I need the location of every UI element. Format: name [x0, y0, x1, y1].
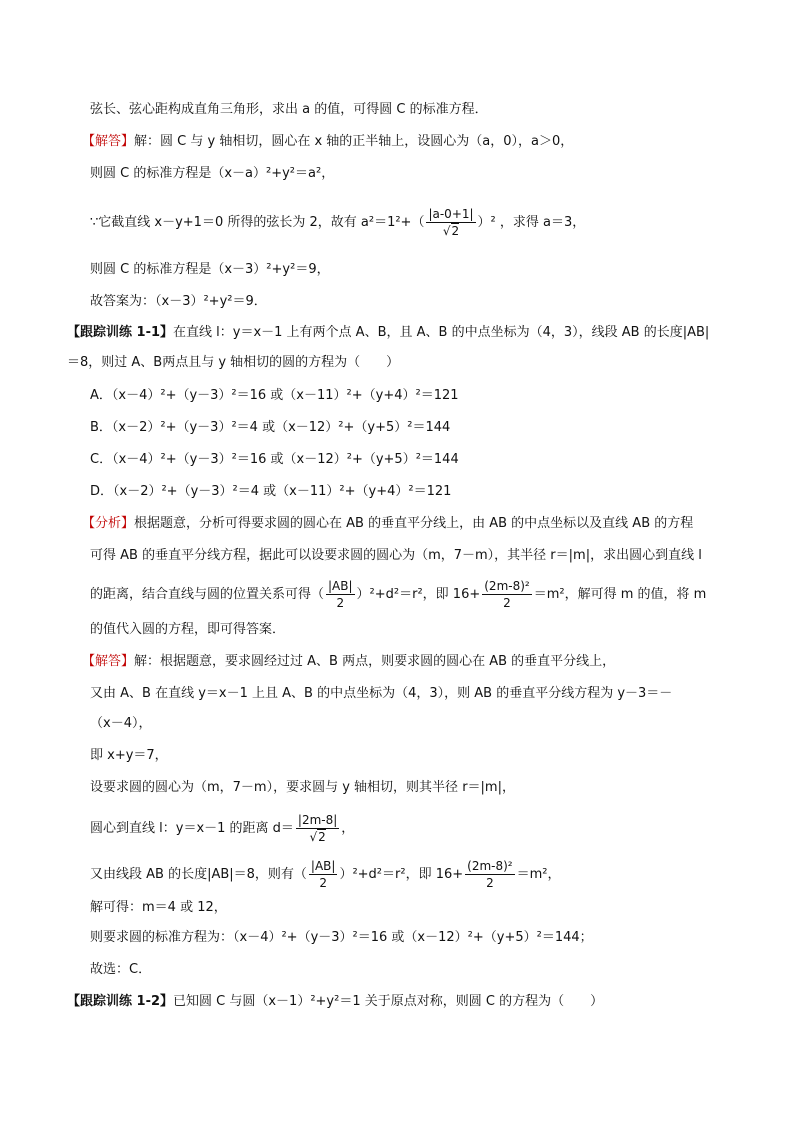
explanation-line: 弦长、弦心距构成直角三角形，求出 a 的值，可得圆 C 的标准方程． — [90, 102, 488, 117]
solution-line-9: 则要求圆的标准方程为：（x－4）²+（y－3）²＝16 或（x－12）²+（y+5）²＝144； — [90, 930, 593, 945]
option-a: A．（x－4）²+（y－3）²＝16 或（x－11）²+（y+4）²＝121 — [90, 388, 459, 403]
fraction-denominator: 2 — [319, 876, 327, 890]
solution-text-1: 解：根据题意，要求圆经过过 A、B 两点，则要求圆的圆心在 AB 的垂直平分线上， — [134, 654, 616, 669]
fraction-denominator: 2 — [486, 876, 494, 890]
fraction-2m8 — [482, 578, 531, 611]
answer-text: 解：圆 C 与 y 轴相切，圆心在 x 轴的正半轴上，设圆心为（a，0），a＞0， — [134, 134, 574, 149]
question-1-text-1: 在直线 l：y＝x－1 上有两个点 A、B，且 A、B 的中点坐标为（4，3），线段 AB 的长度|AB| — [173, 325, 710, 340]
option-b: B．（x－2）²+（y－3）²＝4 或（x－12）²+（y+5）²＝144 — [90, 420, 451, 435]
solution-line-7-pre: 又由线段 AB 的长度|AB|＝8，则有（ — [90, 867, 307, 882]
solution-line-10: 故选：C． — [90, 962, 152, 977]
answer-line-5: 故答案为：（x－3）²+y²＝9． — [90, 294, 267, 309]
question-2-line — [67, 992, 603, 1012]
sqrt-sign: √ — [309, 830, 318, 844]
question-2-text: 已知圆 C 与圆（x－1）²+y²＝1 关于原点对称，则圆 C 的方程为（ ） — [173, 994, 604, 1009]
fraction-numerator: (2m-8)² — [484, 579, 530, 593]
analysis-line-3 — [90, 578, 706, 611]
solution-line-7-mid: ）²+d²＝r²，即 16+ — [339, 867, 464, 882]
solution-tag: 【解答】 — [82, 654, 135, 669]
solution-line-7-post: ＝m²， — [516, 867, 561, 882]
analysis-line-4: 的值代入圆的方程，即可得答案． — [90, 622, 286, 637]
analysis-line-2: 可得 AB 的垂直平分线方程，据此可以设要求圆的圆心为（m，7－m），其半径 r＝|m|，求出圆心到直线 l — [90, 548, 702, 563]
fraction — [426, 206, 475, 239]
analysis-line-3-post: ＝m²，解可得 m 的值，将 m — [533, 587, 707, 602]
analysis-line-3-pre: 的距离，结合直线与圆的位置关系可得（ — [90, 587, 325, 602]
answer-line-3-post: ）² ，求得 a＝3， — [477, 215, 586, 230]
question-2-tag: 【跟踪训练 1-2】 — [67, 994, 174, 1009]
option-d: D．（x－2）²+（y－3）²＝4 或（x－11）²+（y+4）²＝121 — [90, 484, 452, 499]
sqrt-sign: √ — [442, 224, 451, 238]
fraction-denominator: 2 — [503, 596, 511, 610]
answer-line-1 — [82, 132, 573, 152]
fraction-numerator: |AB| — [310, 859, 336, 873]
analysis-line-1 — [82, 514, 693, 534]
solution-line-5: 设要求圆的圆心为（m，7－m），要求圆与 y 轴相切，则其半径 r＝|m|， — [90, 780, 515, 795]
solution-line-8: 解可得：m＝4 或 12， — [90, 900, 227, 915]
question-1-line-2: ＝8，则过 A、B两点且与 y 轴相切的圆的方程为（ ） — [67, 355, 400, 370]
solution-line-1 — [82, 652, 615, 672]
fraction-numerator: |2m-8| — [297, 813, 338, 827]
solution-line-7 — [90, 858, 561, 891]
analysis-line-3-mid: ）²+d²＝r²，即 16+ — [356, 587, 481, 602]
question-1-tag: 【跟踪训练 1-1】 — [67, 325, 174, 340]
solution-line-4: 即 x+y＝7， — [90, 748, 168, 763]
answer-tag: 【解答】 — [82, 134, 135, 149]
fraction-numerator: |AB| — [328, 579, 353, 593]
fraction-ab-half — [309, 858, 338, 891]
solution-line-6 — [90, 812, 354, 845]
sqrt-radicand: 2 — [451, 224, 460, 238]
analysis-text-1: 根据题意，分析可得要求圆的圆心在 AB 的垂直平分线上，由 AB 的中点坐标以及直线 AB 的方程 — [134, 516, 694, 531]
answer-line-3-pre: ∵它截直线 x－y+1＝0 所得的弦长为 2，故有 a²＝1²+（ — [90, 215, 425, 230]
fraction-numerator: (2m-8)² — [467, 859, 513, 873]
answer-line-3 — [90, 206, 585, 239]
fraction-denominator — [296, 829, 339, 845]
fraction-distance — [296, 812, 339, 845]
answer-line-4: 则圆 C 的标准方程是（x－3）²+y²＝9， — [90, 262, 330, 277]
fraction-denominator — [426, 223, 475, 239]
fraction-numerator: |a-0+1| — [428, 207, 474, 221]
fraction-denominator: 2 — [336, 596, 345, 610]
sqrt-radicand: 2 — [318, 830, 326, 844]
fraction-ab-half — [326, 578, 355, 611]
analysis-tag: 【分析】 — [82, 516, 135, 531]
option-c: C．（x－4）²+（y－3）²＝16 或（x－12）²+（y+5）²＝144 — [90, 452, 459, 467]
comma: ， — [341, 821, 355, 836]
solution-line-3: （x－4）， — [90, 716, 152, 731]
solution-line-6-pre: 圆心到直线 l：y＝x－1 的距离 d＝ — [90, 821, 294, 836]
fraction-2m8 — [465, 858, 514, 891]
question-1-line-1 — [67, 323, 709, 343]
solution-line-2: 又由 A、B 在直线 y＝x－1 上且 A、B 的中点坐标为（4，3），则 AB 的垂直平分线方程为 y－3＝－ — [90, 686, 673, 701]
answer-line-2: 则圆 C 的标准方程是（x－a）²+y²＝a²， — [90, 166, 335, 181]
